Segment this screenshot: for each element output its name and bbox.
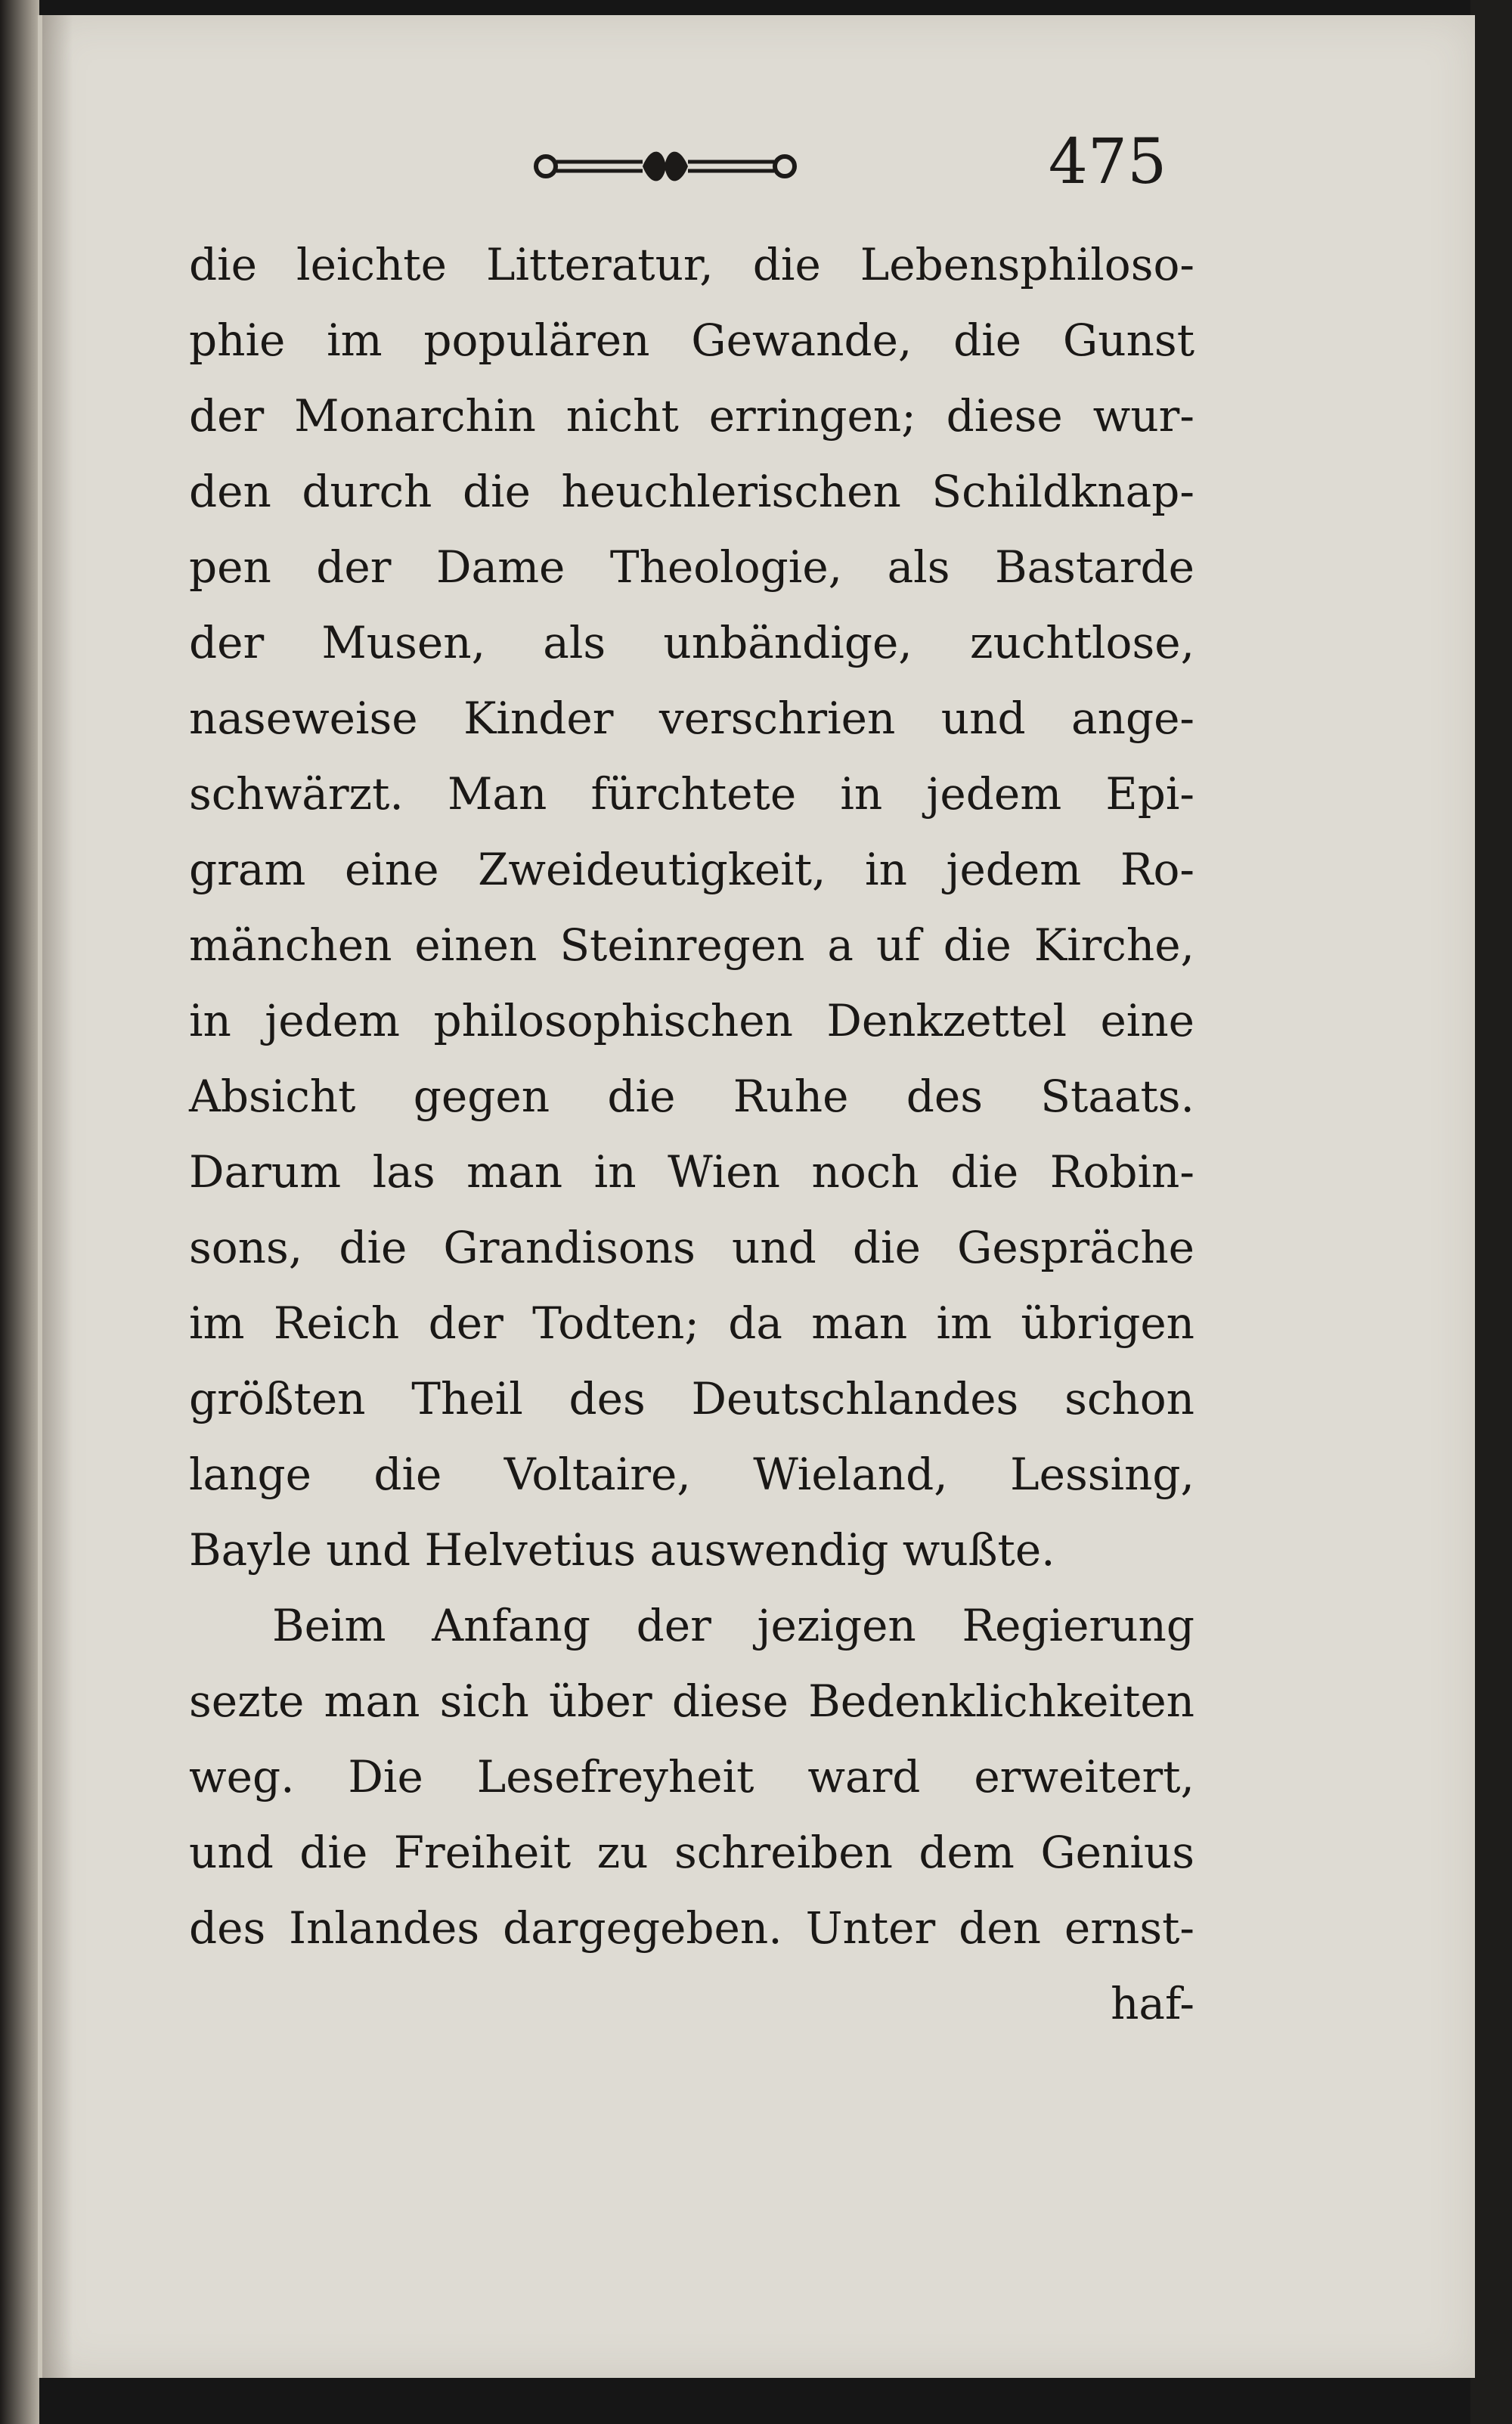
text-line: Beim Anfang der jezigen Regierung <box>272 1600 1194 1651</box>
catchword: haf- <box>1111 1978 1194 2029</box>
body-text <box>189 227 1194 2041</box>
text-line: Bayle und Helvetius auswendig wußte. <box>189 1524 1055 1576</box>
text-line: in jedem philosophischen Denkzettel eine <box>189 995 1194 1046</box>
text-line: gram eine Zweideutigkeit, in jedem Ro- <box>189 844 1194 895</box>
text-line: der Musen, als unbändige, zuchtlose, <box>189 617 1194 668</box>
ornament-rule-icon <box>529 140 801 193</box>
text-line: mänchen einen Steinregen a uf die Kirche, <box>189 919 1194 971</box>
book-edge-right <box>1470 0 1512 2424</box>
text-line: pen der Dame Theologie, als Bastarde <box>189 541 1194 593</box>
text-line: phie im populären Gewande, die Gunst <box>189 315 1194 366</box>
text-line: den durch die heuchlerischen Schildknap- <box>189 466 1194 517</box>
text-line: naseweise Kinder verschrien und ange- <box>189 693 1194 744</box>
text-line: und die Freiheit zu schreiben dem Genius <box>189 1827 1194 1878</box>
text-line: im Reich der Todten; da man im übrigen <box>189 1297 1194 1349</box>
text-line: die leichte Litteratur, die Lebensphiloso- <box>189 239 1194 290</box>
text-line: der Monarchin nicht erringen; diese wur- <box>189 390 1194 442</box>
text-line: Absicht gegen die Ruhe des Staats. <box>189 1071 1194 1122</box>
text-line: des Inlandes dargegeben. Unter den ernst- <box>189 1902 1194 1954</box>
text-line: lange die Voltaire, Wieland, Lessing, <box>189 1449 1194 1500</box>
text-line: schwärzt. Man fürchtete in jedem Epi- <box>189 768 1194 820</box>
text-line: sezte man sich über diese Bedenklichkeiten <box>189 1675 1194 1727</box>
text-line: Darum las man in Wien noch die Robin- <box>189 1146 1194 1198</box>
text-line: sons, die Grandisons und die Gespräche <box>189 1222 1194 1273</box>
spine-shadow <box>42 15 73 2378</box>
book-gutter-left <box>0 0 39 2424</box>
text-line: größten Theil des Deutschlandes schon <box>189 1373 1194 1424</box>
page-number: 475 <box>1048 126 1167 198</box>
text-line: weg. Die Lesefreyheit ward erweitert, <box>189 1751 1194 1803</box>
